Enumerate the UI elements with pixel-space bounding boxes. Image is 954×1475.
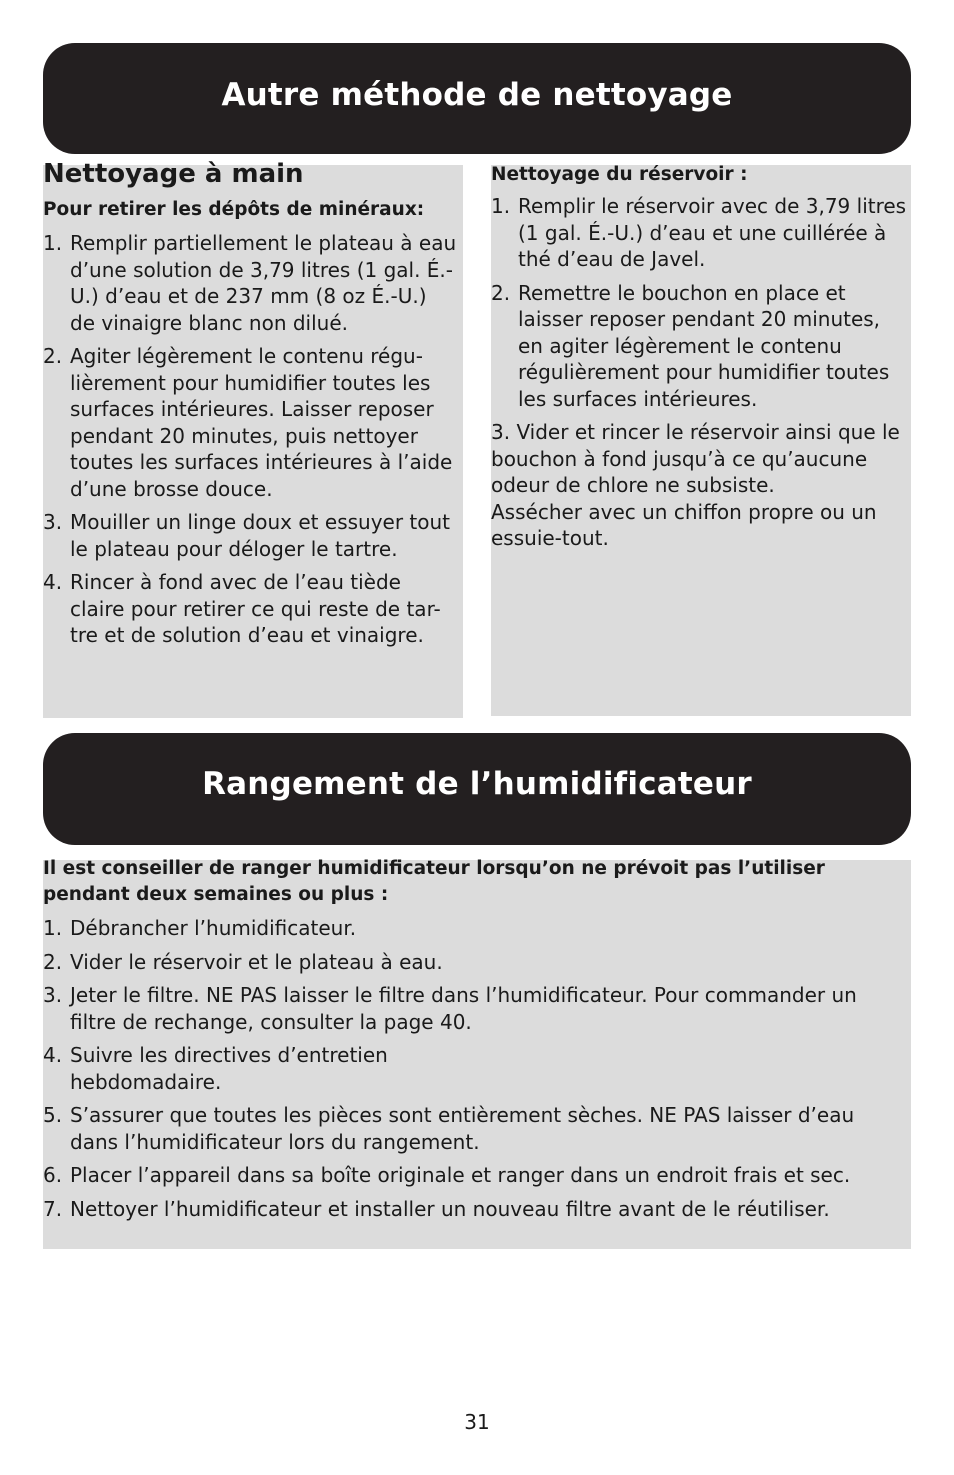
tank-cleaning-subheading: Nettoyage du réservoir : [491, 164, 748, 185]
storage-intro: Il est conseiller de ranger humidificateur lorsqu’on ne prévoit pas l’utiliser pendant deux semaines ou plus : [43, 858, 825, 905]
storage-panel [43, 860, 911, 1249]
list-item: 4. Rincer à fond avec de l’eau tiède claire pour retirer ce qui reste de tar- tre et de solution d’eau et vinaigre. [43, 570, 441, 647]
list-item: 5. S’assurer que toutes les pièces sont entièrement sèches. NE PAS laisser d’eau dans l’humidificateur lors du rangement. [43, 1103, 855, 1154]
list-item: 3. Mouiller un linge doux et essuyer tout le plateau pour déloger le tartre. [43, 510, 451, 561]
section-banner-cleaning [43, 43, 911, 154]
list-item: 1. Remplir partiellement le plateau à eau d’une solution de 3,79 litres (1 gal. É.-U.) d’eau et de 237 mm (8 oz É.-U.) de vinaigre blanc non dilué. [43, 231, 457, 335]
tank-cleaning-steps [491, 193, 907, 412]
list-item: 7. Nettoyer l’humidificateur et installer un nouveau filtre avant de le réutiliser. [43, 1196, 830, 1221]
tank-step-3: 3. Vider et rincer le réservoir ainsi que le bouchon à fond jusqu’à ce qu’aucune odeur de chlore ne subsiste. [491, 420, 900, 497]
list-item: 3. Jeter le filtre. NE PAS laisser le filtre dans l’humidificateur. Pour commander un filtre de rechange, consulter la page 40. [43, 983, 857, 1034]
storage-steps [43, 915, 911, 1222]
section-title-cleaning: Autre méthode de nettoyage [221, 77, 733, 113]
mineral-deposits-subheading: Pour retirer les dépôts de minéraux: [43, 199, 425, 220]
hand-cleaning-steps [43, 230, 457, 649]
section-banner-storage [43, 733, 911, 845]
tank-cleaning-panel [491, 165, 911, 716]
hand-cleaning-heading: Nettoyage à main [43, 159, 304, 189]
tank-step-3-continued: Assécher avec un chiffon propre ou un essuie-tout. [491, 499, 877, 550]
section-title-storage: Rangement de l’humidificateur [202, 766, 752, 802]
list-item: 1. Remplir le réservoir avec de 3,79 litres (1 gal. É.-U.) d’eau et une cuillérée à thé d’eau de Javel. [491, 194, 907, 271]
list-item: 2. Vider le réservoir et le plateau à eau. [43, 949, 443, 974]
list-item: 1. Débrancher l’humidificateur. [43, 916, 357, 940]
list-item: 6. Placer l’appareil dans sa boîte originale et ranger dans un endroit frais et sec. [43, 1163, 851, 1187]
list-item: 2. Agiter légèrement le contenu régu- lièrement pour humidifier toutes les surfaces intérieures. Laisser reposer pendant 20 minutes, puis nettoyer toutes les surfaces intérieures à l’aide d’une brosse douce. [43, 344, 453, 501]
hand-cleaning-panel [43, 159, 463, 718]
page-number: 31 [464, 1410, 490, 1434]
list-item: 2. Remettre le bouchon en place et laisser reposer pendant 20 minutes, en agiter légèrement le contenu régulièrement pour humidifier toutes les surfaces intérieures. [491, 280, 890, 411]
list-item: 4. Suivre les directives d’entretien hebdomadaire. [43, 1043, 388, 1094]
